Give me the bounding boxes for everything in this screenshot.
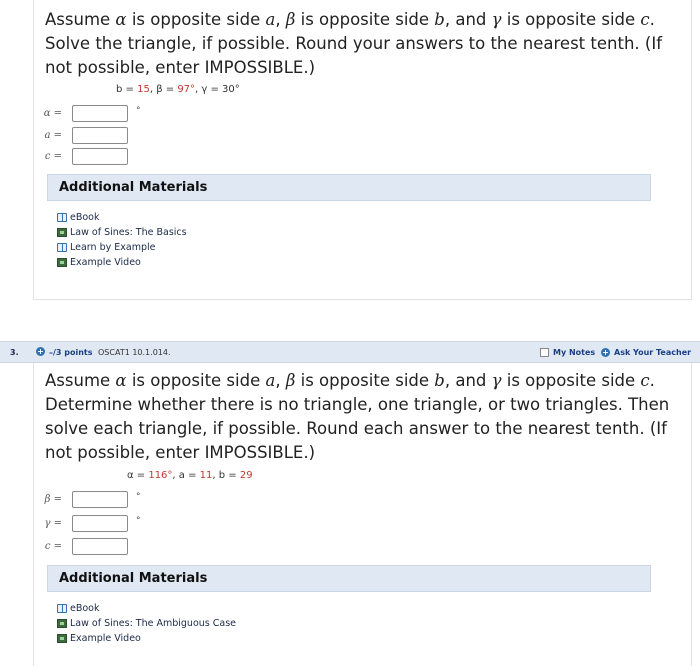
given-values <box>127 470 253 481</box>
answer-label: c = <box>44 541 62 552</box>
points-label[interactable]: –/3 points <box>49 348 93 357</box>
answer-row-alpha <box>34 105 164 123</box>
video-icon <box>57 228 67 237</box>
answer-input[interactable] <box>72 491 128 508</box>
ask-teacher-button[interactable] <box>601 345 691 359</box>
answer-input[interactable] <box>72 105 128 122</box>
answer-label: γ = <box>44 518 62 529</box>
degree-unit: ° <box>136 106 141 116</box>
question-number: 3. <box>10 348 19 357</box>
material-link-learn-by-example[interactable] <box>57 240 651 255</box>
answer-row-a <box>34 127 164 145</box>
question-text: Assume α is opposite side a, β is opposite side b, and γ is opposite side c. Determine whether there is no triangle, one triangle, or two triangles. Then solve each triangle, if possible. Round each answer to the nearest tenth. (If not possible, enter IMPOSSIBLE.) <box>45 371 670 462</box>
material-link-law-of-sines[interactable] <box>57 225 651 240</box>
given-alpha-label: α = <box>127 470 149 481</box>
material-label: Law of Sines: The Basics <box>70 227 187 238</box>
answer-row-c <box>34 538 164 556</box>
answer-row-beta <box>34 491 164 509</box>
material-label: eBook <box>70 603 100 614</box>
given-b-value: 29 <box>239 470 253 481</box>
material-label: eBook <box>70 212 100 223</box>
separator: , <box>212 470 219 481</box>
given-beta-value: 97° <box>177 84 196 95</box>
given-b-label: b = <box>218 470 240 481</box>
book-icon <box>57 604 67 613</box>
material-label: Example Video <box>70 633 141 644</box>
materials-header: Additional Materials <box>47 174 651 201</box>
separator: , <box>149 84 157 95</box>
degree-unit: ° <box>136 516 141 526</box>
answer-label: c = <box>44 151 62 162</box>
problem-2-card <box>33 363 692 666</box>
separator: , <box>195 84 202 95</box>
material-label: Learn by Example <box>70 242 156 253</box>
material-label: Example Video <box>70 257 141 268</box>
answer-label: a = <box>44 130 62 141</box>
material-link-ebook[interactable] <box>57 210 651 225</box>
given-b-value: 15 <box>137 84 150 95</box>
material-link-example-video[interactable] <box>57 255 651 270</box>
problem-1-card <box>33 0 692 300</box>
materials-header: Additional Materials <box>47 565 651 592</box>
video-icon <box>57 619 67 628</box>
book-icon <box>57 243 67 252</box>
answer-input[interactable] <box>72 148 128 165</box>
given-beta-label: β = <box>156 84 178 95</box>
additional-materials <box>47 174 651 269</box>
answer-row-gamma <box>34 515 164 533</box>
material-link-ambiguous-case[interactable] <box>57 616 651 631</box>
ask-teacher-label: Ask Your Teacher <box>614 347 692 357</box>
question-header-bar <box>0 341 700 363</box>
expand-plus-icon[interactable]: + <box>37 347 44 356</box>
answer-row-c <box>34 148 164 166</box>
my-notes-button[interactable] <box>540 345 595 359</box>
material-link-ebook[interactable] <box>57 601 651 616</box>
video-icon <box>57 258 67 267</box>
question-code: OSCAT1 10.1.014. <box>98 348 171 357</box>
given-a-value: 11 <box>199 470 213 481</box>
additional-materials <box>47 565 651 660</box>
material-link-example-video[interactable] <box>57 631 651 646</box>
given-values <box>116 84 240 95</box>
given-gamma: γ = 30° <box>201 84 240 95</box>
answer-input[interactable] <box>72 127 128 144</box>
material-label: Law of Sines: The Ambiguous Case <box>70 618 236 629</box>
answer-label: α = <box>43 108 62 119</box>
my-notes-label: My Notes <box>553 347 596 357</box>
notes-checkbox-icon[interactable] <box>540 348 549 357</box>
degree-unit: ° <box>136 492 141 502</box>
plus-icon: + <box>602 347 609 357</box>
answer-input[interactable] <box>72 538 128 555</box>
given-a-label: a = <box>178 470 200 481</box>
separator: , <box>172 470 179 481</box>
question-text: Assume α is opposite side a, β is opposite side b, and γ is opposite side c. Solve the triangle, if possible. Round your answers to the nearest tenth. (If not possible, enter IMPOSSIBLE.) <box>45 10 663 77</box>
given-b-label: b = <box>116 84 138 95</box>
video-icon <box>57 634 67 643</box>
book-icon <box>57 213 67 222</box>
answer-input[interactable] <box>72 515 128 532</box>
answer-label: β = <box>44 494 62 505</box>
given-alpha-value: 116° <box>148 470 173 481</box>
